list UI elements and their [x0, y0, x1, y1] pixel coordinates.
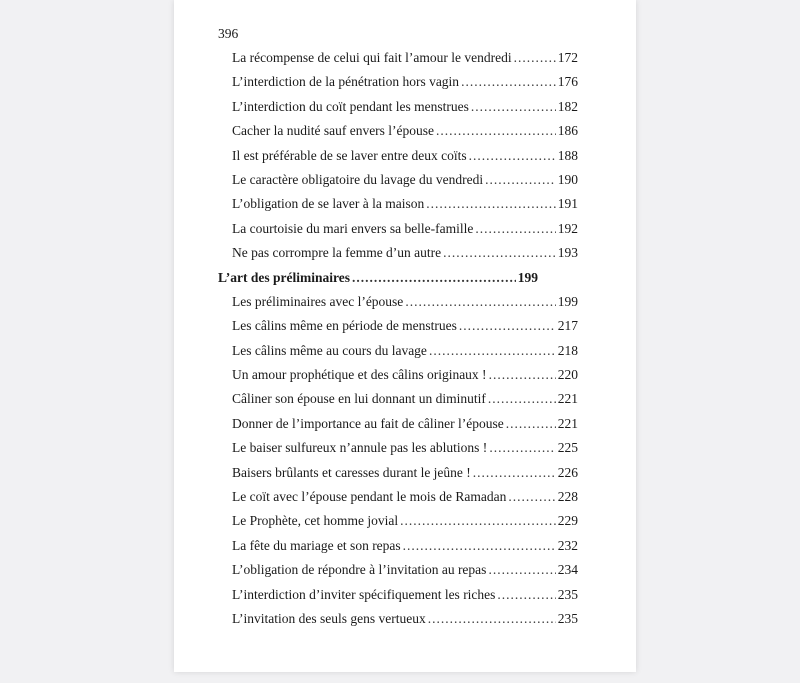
toc-entry [218, 391, 578, 415]
toc-entry [218, 343, 578, 367]
dot-leader [488, 391, 556, 407]
toc-entry-page: 218 [557, 342, 578, 358]
toc-entry-page: 220 [557, 367, 578, 383]
toc-entry-page: 188 [557, 147, 578, 163]
dot-leader [508, 489, 555, 505]
toc-entry-title: La courtoisie du mari envers sa belle-famille [232, 220, 474, 236]
toc-entry-title: La récompense de celui qui fait l’amour le vendredi [232, 50, 512, 65]
dot-leader [488, 562, 555, 578]
toc-entry [218, 367, 578, 391]
dot-leader [426, 196, 556, 212]
toc-entry [218, 611, 578, 635]
toc-entry-page: 221 [557, 391, 578, 407]
toc-entry-page: 199 [517, 269, 538, 285]
toc-entry-title: L’interdiction d’inviter spécifiquement les riches [232, 586, 496, 602]
toc-entry-title: Le baiser sulfureux n’annule pas les ablutions ! [232, 440, 488, 456]
dot-leader [489, 367, 556, 383]
toc-entry-page: 172 [557, 50, 578, 65]
toc-entry [218, 318, 578, 342]
toc-entry-title: L’obligation de se laver à la maison [232, 196, 425, 212]
toc-entry-page: 229 [557, 513, 578, 529]
toc-entry-title: Les préliminaires avec l’épouse [232, 293, 404, 309]
toc-entry [218, 294, 578, 318]
toc-entry-page: 221 [557, 415, 578, 431]
dot-leader [436, 123, 556, 139]
dot-leader [403, 538, 556, 554]
toc-entry-title: Le Prophète, cet homme jovial [232, 513, 399, 529]
toc-entry [218, 221, 578, 245]
table-of-contents [218, 50, 578, 635]
toc-entry-title: Les câlins même au cours du lavage [232, 342, 427, 358]
toc-entry [218, 196, 578, 220]
toc-entry-title: Le coït avec l’épouse pendant le mois de Ramadan [232, 489, 507, 505]
toc-entry-title: L’invitation des seuls gens vertueux [232, 610, 426, 626]
toc-entry-title: Cacher la nudité sauf envers l’épouse [232, 123, 435, 139]
toc-entry-page: 182 [557, 98, 578, 114]
toc-entry-title: L’interdiction de la pénétration hors vagin [232, 74, 460, 90]
toc-entry-page: 190 [557, 171, 578, 187]
toc-entry [218, 416, 578, 440]
toc-entry-title: La fête du mariage et son repas [232, 537, 401, 553]
toc-entry-title: L’obligation de répondre à l’invitation au repas [232, 562, 487, 578]
toc-entry [218, 74, 578, 98]
toc-entry-title: Le caractère obligatoire du lavage du vendredi [232, 171, 484, 187]
dot-leader [459, 318, 556, 334]
dot-leader [405, 294, 555, 310]
book-page [174, 0, 636, 672]
dot-leader [497, 587, 555, 603]
dot-leader [461, 74, 556, 90]
toc-entry [218, 172, 578, 196]
toc-entry-title: L’art des préliminaires [218, 269, 350, 285]
dot-leader [489, 440, 555, 456]
dot-leader [475, 221, 555, 237]
toc-entry-title: Il est préférable de se laver entre deux coïts [232, 147, 467, 163]
toc-entry [218, 245, 578, 269]
dot-leader [514, 50, 556, 66]
toc-entry-title: Un amour prophétique et des câlins originaux ! [232, 367, 487, 383]
toc-section-heading [218, 270, 578, 294]
dot-leader [473, 465, 556, 481]
toc-entry-title: L’interdiction du coït pendant les menstrues [232, 98, 469, 114]
toc-entry-page: 228 [557, 489, 578, 505]
toc-entry-title: Les câlins même en période de menstrues [232, 318, 457, 334]
toc-entry [218, 587, 578, 611]
toc-entry-title: Donner de l’importance au fait de câliner l’épouse [232, 415, 504, 431]
toc-entry [218, 538, 578, 562]
dot-leader [352, 270, 516, 286]
toc-entry-page: 186 [557, 123, 578, 139]
toc-entry-page: 225 [557, 440, 578, 456]
dot-leader [506, 416, 556, 432]
dot-leader [429, 343, 556, 359]
toc-entry [218, 489, 578, 513]
toc-entry [218, 123, 578, 147]
toc-entry [218, 148, 578, 172]
toc-entry [218, 465, 578, 489]
toc-entry-page: 217 [557, 318, 578, 334]
dot-leader [469, 148, 556, 164]
dot-leader [443, 245, 556, 261]
dot-leader [485, 172, 556, 188]
toc-entry-page: 199 [557, 293, 578, 309]
toc-entry-page: 235 [557, 586, 578, 602]
toc-entry [218, 99, 578, 123]
dot-leader [400, 513, 556, 529]
toc-entry-page: 176 [557, 74, 578, 90]
toc-entry-title: Câliner son épouse en lui donnant un diminutif [232, 391, 486, 407]
toc-entry [218, 440, 578, 464]
toc-entry [218, 562, 578, 586]
toc-entry-page: 235 [557, 610, 578, 626]
toc-entry-page: 226 [557, 464, 578, 480]
toc-entry-title: Ne pas corrompre la femme d’un autre [232, 245, 442, 261]
toc-entry-page: 191 [557, 196, 578, 212]
page-number: 396 [218, 26, 239, 41]
dot-leader [471, 99, 556, 115]
toc-entry-page: 193 [557, 245, 578, 261]
toc-entry-page: 234 [557, 562, 578, 578]
toc-entry-page: 232 [557, 537, 578, 553]
toc-entry-page: 192 [557, 220, 578, 236]
toc-entry [218, 50, 578, 74]
toc-entry-title: Baisers brûlants et caresses durant le jeûne ! [232, 464, 471, 480]
dot-leader [428, 611, 556, 627]
toc-entry [218, 513, 578, 537]
